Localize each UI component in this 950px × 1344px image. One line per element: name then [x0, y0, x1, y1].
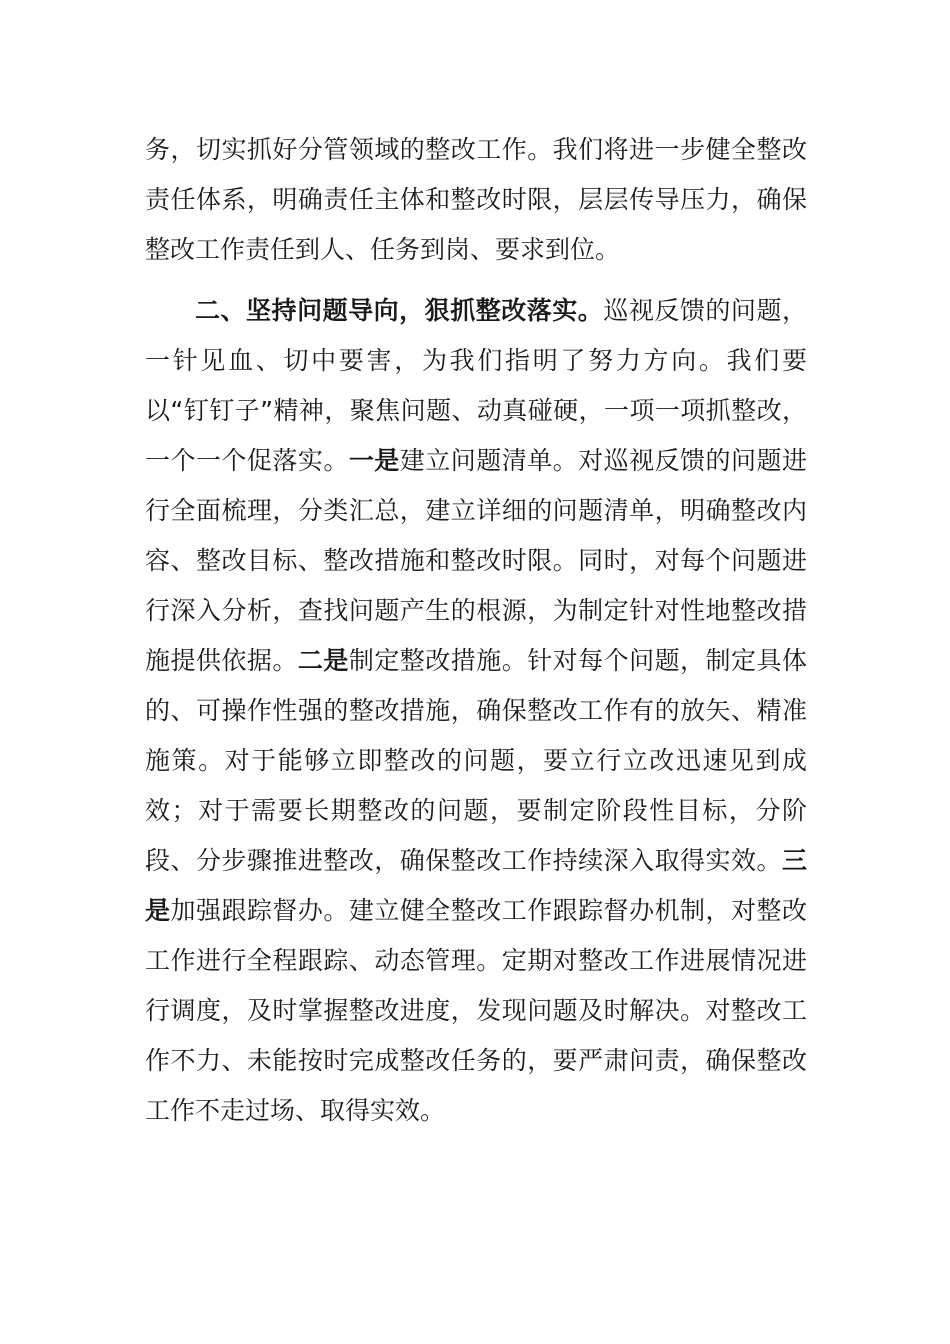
- paragraph-section-two: [145, 286, 807, 1136]
- document-body: [145, 125, 807, 1136]
- item-text-three: 加强跟踪督办。建立健全整改工作跟踪督办机制，对整改工作进行全程跟踪、动态管理。定期对整改工作进展情况进行调度，及时掌握整改进度，发现问题及时解决。对整改工作不力、未能按时完成整改任务的，要严肃问责，确保整改工作不走过场、取得实效。: [145, 896, 807, 1125]
- section-heading: 二、坚持问题导向，狠抓整改落实。: [195, 296, 604, 325]
- item-label-three: 三是: [145, 846, 807, 925]
- paragraph-continuation: 务，切实抓好分管领域的整改工作。我们将进一步健全整改责任体系，明确责任主体和整改时限，层层传导压力，确保整改工作责任到人、任务到岗、要求到位。: [145, 135, 807, 264]
- item-text-one: 建立问题清单。对巡视反馈的问题进行全面梳理，分类汇总，建立详细的问题清单，明确整改内容、整改目标、整改措施和整改时限。同时，对每个问题进行深入分析，查找问题产生的根源，为制定针对性地整改措施提供依据。: [145, 446, 807, 675]
- item-label-one: 一是: [348, 446, 400, 475]
- item-text-two: 制定整改措施。针对每个问题，制定具体的、可操作性强的整改措施，确保整改工作有的放矢、精准施策。对于能够立即整改的问题，要立行立改迅速见到成效；对于需要长期整改的问题，要制定阶段性目标，分阶段、分步骤推进整改，确保整改工作持续深入取得实效。: [145, 646, 807, 875]
- section-intro: 巡视反馈的问题，一针见血、切中要害，为我们指明了努力方向。我们要以“钉钉子”精神，聚焦问题、动真碰硬，一项一项抓整改，一个一个促落实。: [145, 296, 807, 475]
- item-label-two: 二是: [297, 646, 349, 675]
